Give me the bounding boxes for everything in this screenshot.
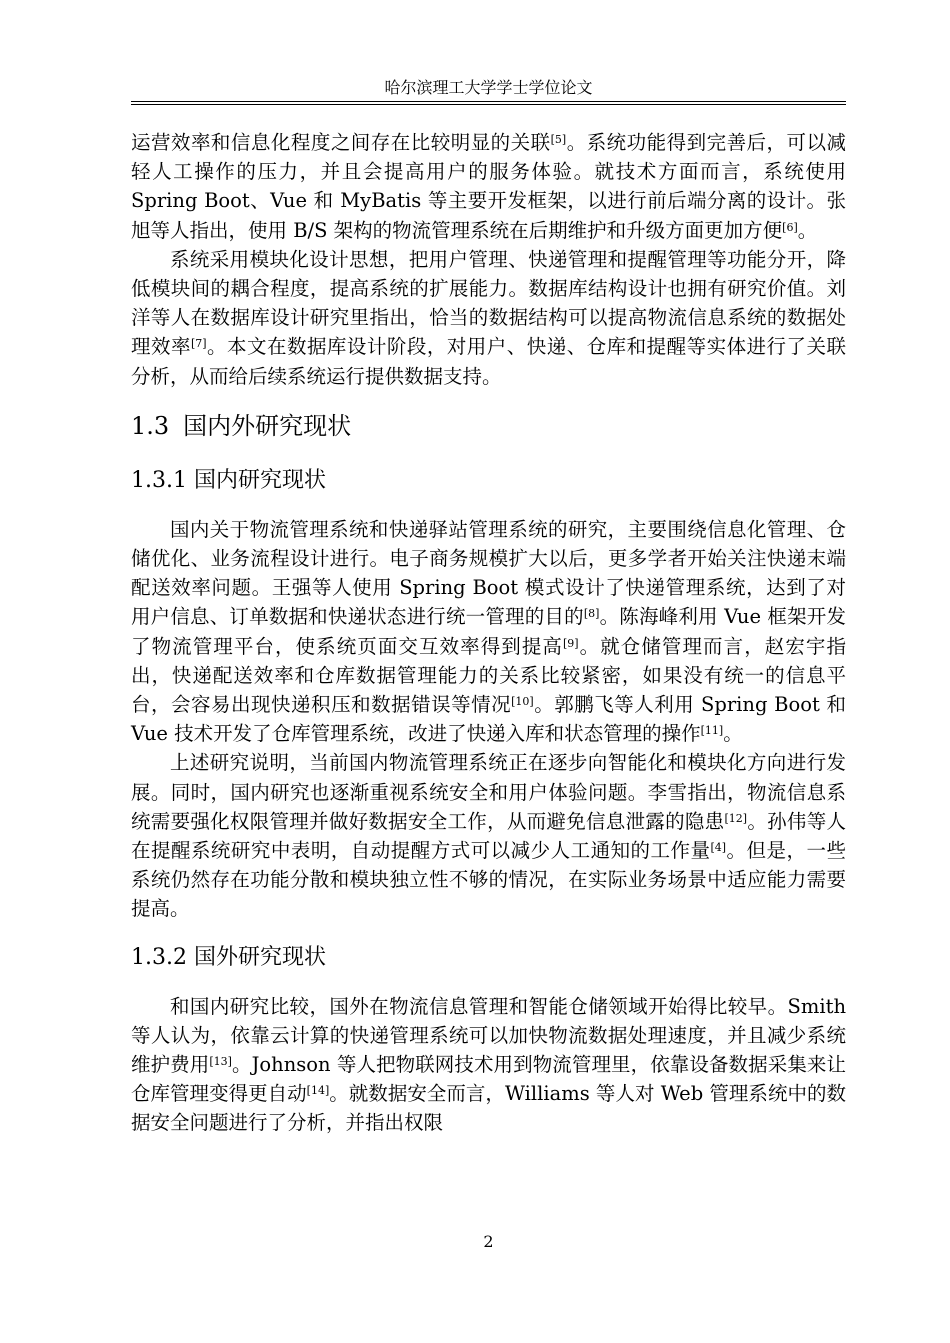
citation: [5] bbox=[550, 133, 567, 146]
citation: [4] bbox=[710, 841, 727, 855]
section-number: 1.3 bbox=[131, 411, 170, 440]
paragraph-1 bbox=[131, 128, 846, 245]
paragraph-text: 。本文在数据库设计阶段，对用户、快递、仓库和提醒等实体进行了关联分析，从而给后续系统运行提供数据支持。 bbox=[131, 335, 846, 388]
header-rule bbox=[131, 101, 846, 105]
citation: [8] bbox=[583, 607, 600, 621]
paragraph-text: 。陈海峰利用 Vue 框架开发了物流管理平台，使系统页面交互效率得到提高 bbox=[131, 605, 846, 658]
paragraph-text: 。孙伟等人在提醒系统研究中表明，自动提醒方式可以减少人工通知的工作量 bbox=[131, 809, 846, 863]
paragraph-text: 上述研究说明，当前国内物流管理系统正在逐步向智能化和模块化方向进行发展。同时，国内研究也逐渐重视系统安全和用户体验问题。李雪指出，物流信息系统需要强化权限管理并做好数据安全工作，从而避免信息泄露的隐患 bbox=[131, 751, 846, 833]
paragraph-5 bbox=[131, 992, 846, 1138]
paragraph-text: 。就仓储管理而言，赵宏宇指出，快递配送效率和仓库数据管理能力的关系比较紧密，如果没有统一的信息平台，会容易出现快递积压和数据错误等情况 bbox=[131, 634, 846, 717]
paragraph-text: 。 bbox=[723, 722, 743, 746]
paragraph-text: 和国内研究比较，国外在物流信息管理和智能仓储领域开始得比较早。Smith 等人认为，依靠云计算的快递管理系统可以加快物流数据处理速度，并且减少系统维护费用 bbox=[131, 994, 846, 1077]
section-heading-1-3 bbox=[131, 405, 846, 447]
paragraph-text: 。郭鹏飞等人利用 Spring Boot 和 Vue 技术开发了仓库管理系统，改进了快递入库和状态管理的操作 bbox=[131, 693, 846, 746]
paragraph-text: 。 bbox=[797, 218, 818, 242]
paragraph-3 bbox=[131, 515, 846, 749]
subsection-title: 国内研究现状 bbox=[193, 467, 326, 493]
paragraph-text: 。但是，一些系统仍然存在功能分散和模块独立性不够的情况，在实际业务场景中适应能力需要提高。 bbox=[131, 839, 846, 921]
citation: [12] bbox=[724, 811, 748, 825]
paragraph-text: 。Johnson 等人把物联网技术用到物流管理里，依靠设备数据采集来让仓库管理变得更自动 bbox=[131, 1053, 846, 1106]
subsection-title: 国外研究现状 bbox=[193, 944, 326, 970]
subsection-heading-1-3-1 bbox=[131, 461, 846, 501]
citation: [10] bbox=[511, 695, 534, 709]
page-number: 2 bbox=[483, 1232, 494, 1251]
paragraph-text: 。就数据安全而言，Williams 等人对 Web 管理系统中的数据安全问题进行了分析，并指出权限 bbox=[131, 1082, 846, 1135]
running-header: 哈尔滨理工大学学士学位论文 bbox=[384, 78, 593, 97]
paragraph-text: 。系统功能得到完善后，可以减轻人工操作的压力，并且会提高用户的服务体验。就技术方面而言，系统使用 Spring Boot、Vue 和 MyBatis 等主要开发框架，以进行前后端分离的设计。张旭等人指出，使用 B/S 架构的物流管理系统在后期维护和升级方面更加方便 bbox=[131, 131, 846, 242]
paragraph-2 bbox=[131, 245, 846, 391]
citation: [13] bbox=[209, 1055, 232, 1069]
page-body bbox=[131, 128, 846, 1138]
subsection-number: 1.3.1 bbox=[131, 467, 187, 493]
paragraph-4 bbox=[131, 748, 846, 923]
citation: [6] bbox=[782, 220, 798, 234]
paragraph-text: 系统采用模块化设计思想，把用户管理、快递管理和提醒管理等功能分开，降低模块间的耦合程度，提高系统的扩展能力。数据库结构设计也拥有研究价值。刘洋等人在数据库设计研究里指出，恰当的数据结构可以提高物流信息系统的数据处理效率 bbox=[131, 247, 846, 359]
paragraph-text: 国内关于物流管理系统和快递驿站管理系统的研究，主要围绕信息化管理、仓储优化、业务流程设计进行。电子商务规模扩大以后，更多学者开始关注快递末端配送效率问题。王强等人使用 Spring Boot 模式设计了快递管理系统，达到了对用户信息、订单数据和快递状态进行统一管理的目的 bbox=[131, 517, 846, 629]
citation: [9] bbox=[562, 636, 579, 650]
citation: [14] bbox=[306, 1084, 330, 1098]
citation: [11] bbox=[700, 724, 724, 738]
section-title: 国内外研究现状 bbox=[183, 411, 352, 440]
paragraph-text: 运营效率和信息化程度之间存在比较明显的关联 bbox=[131, 131, 551, 154]
subsection-number: 1.3.2 bbox=[131, 944, 187, 970]
citation: [7] bbox=[190, 337, 207, 351]
subsection-heading-1-3-2 bbox=[131, 938, 846, 978]
